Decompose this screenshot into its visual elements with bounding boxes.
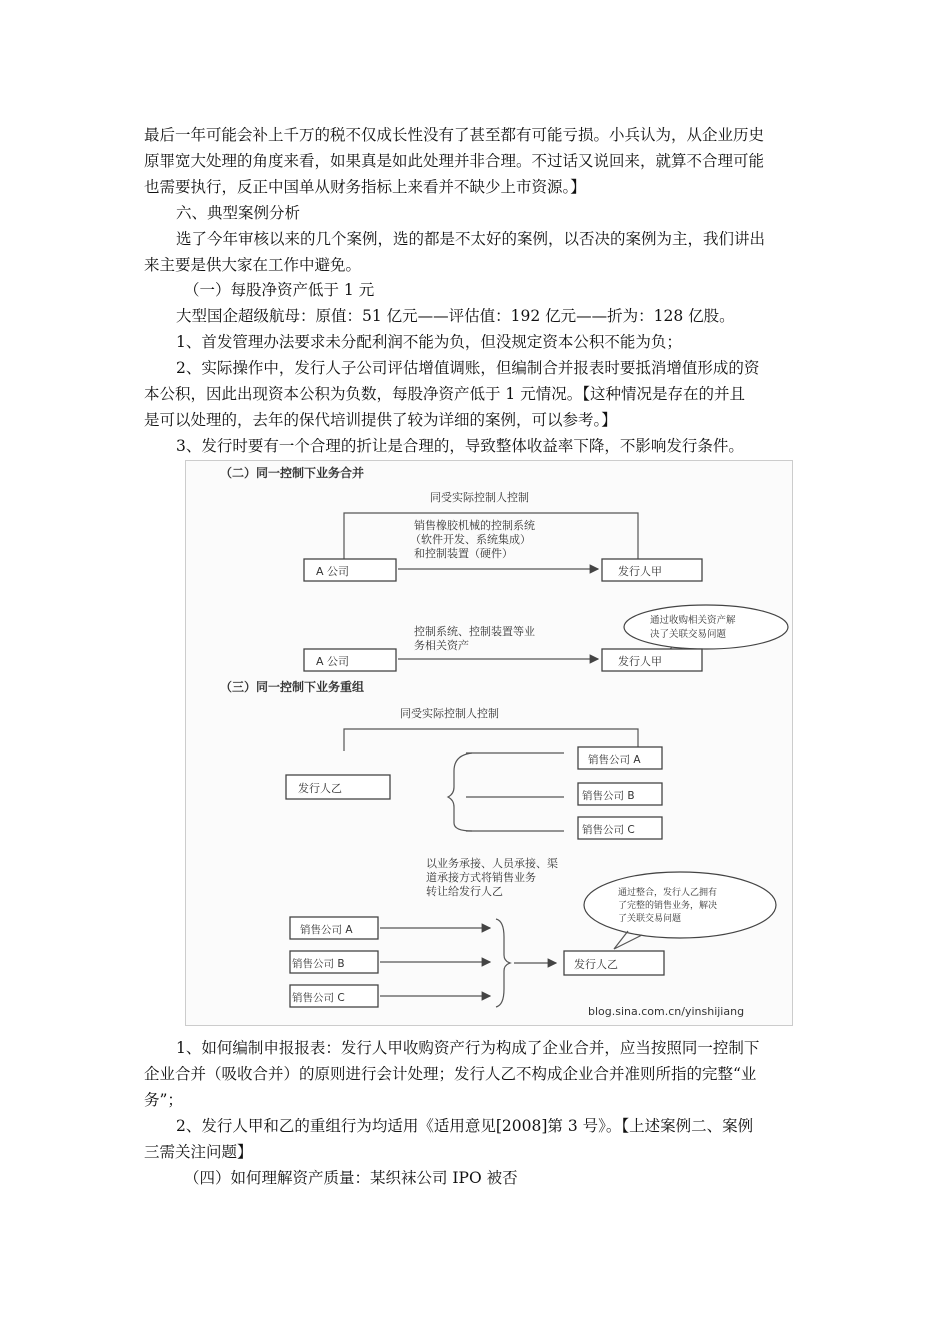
bubble-one-text: 通过收购相关资产解 <box>650 615 736 626</box>
sales-a2-label: 销售公司 A <box>300 924 353 936</box>
diagram-figure <box>185 460 793 1026</box>
body-paragraph: 来主要是供大家在工作中避免。 <box>144 256 362 274</box>
company-a2-label: A 公司 <box>316 655 350 668</box>
note-bubble-one <box>624 605 788 649</box>
bubble-two-text: 了关联交易问题 <box>618 914 682 924</box>
body-paragraph: 3、发行时要有一个合理的折让是合理的，导致整体收益率下降，不影响发行条件。 <box>176 437 744 455</box>
transfer-label: 道承接方式将销售业务 <box>426 871 536 884</box>
sales-b-label: 销售公司 B <box>582 790 635 802</box>
sub-heading: （一）每股净资产低于 1 元 <box>184 281 375 299</box>
issuer-yi-label: 发行人乙 <box>298 782 342 795</box>
body-paragraph: 1、如何编制申报报表：发行人甲收购资产行为构成了企业合并，应当按照同一控制下 <box>176 1039 760 1057</box>
bubble-two-text: 通过整合，发行人乙拥有 <box>618 888 718 898</box>
curly-brace <box>448 753 472 831</box>
company-a-label: A 公司 <box>316 565 350 578</box>
sub-heading: （四）如何理解资产质量：某织袜公司 IPO 被否 <box>184 1169 518 1187</box>
arrow-two-label: 控制系统、控制装置等业 <box>414 625 535 638</box>
control-label-two: 同受实际控制人控制 <box>400 707 499 720</box>
arrow-one-label: 和控制装置（硬件） <box>414 547 513 560</box>
body-paragraph: 大型国企超级航母：原值：51 亿元——评估值：192 亿元——折为：128 亿股。 <box>176 307 735 325</box>
section-three-title: （三）同一控制下业务重组 <box>220 680 365 694</box>
transfer-label: 以业务承接、人员承接、渠 <box>426 857 558 870</box>
watermark: blog.sina.com.cn/yinshijiang <box>588 1005 745 1018</box>
sales-c-label: 销售公司 C <box>582 824 635 836</box>
body-paragraph: 三需关注问题】 <box>144 1143 253 1161</box>
body-paragraph: 最后一年可能会补上千万的税不仅成长性没有了甚至都有可能亏损。小兵认为，从企业历史 <box>144 126 765 144</box>
sales-b2-label: 销售公司 B <box>292 958 345 970</box>
arrow-one-label: 销售橡胶机械的控制系统 <box>414 519 535 532</box>
section-heading: 六、典型案例分析 <box>176 204 301 222</box>
bubble-two-text: 了完整的销售业务，解决 <box>618 901 718 911</box>
section-two-title: （二）同一控制下业务合并 <box>220 466 365 480</box>
body-paragraph: 原罪宽大处理的角度来看，如果真是如此处理并非合理。不过话又说回来，就算不合理可能 <box>144 152 765 170</box>
curly-brace-two <box>496 919 510 1007</box>
transfer-label: 转让给发行人乙 <box>426 885 503 898</box>
arrow-two-label: 务相关资产 <box>414 639 469 652</box>
control-label: 同受实际控制人控制 <box>430 491 529 504</box>
body-paragraph: 1、首发管理办法要求未分配利润不能为负，但没规定资本公积不能为负； <box>176 333 682 351</box>
body-paragraph: 本公积，因此出现资本公积为负数，每股净资产低于 1 元情况。【这种情况是存在的并且 <box>144 385 745 403</box>
body-paragraph: 企业合并（吸收合并）的原则进行会计处理；发行人乙不构成企业合并准则所指的完整“业 <box>144 1065 757 1083</box>
body-paragraph: 2、实际操作中，发行人子公司评估增值调账，但编制合并报表时要抵消增值形成的资 <box>176 359 760 377</box>
issuer-jia-label: 发行人甲 <box>618 565 662 578</box>
body-paragraph: 2、发行人甲和乙的重组行为均适用《适用意见[2008]第 3 号》。【上述案例二、案例 <box>176 1117 754 1135</box>
arrow-one-label: （软件开发、系统集成） <box>410 533 531 546</box>
issuer-yi2-label: 发行人乙 <box>574 958 618 971</box>
sales-a-label: 销售公司 A <box>588 754 641 766</box>
body-paragraph: 选了今年审核以来的几个案例，选的都是不太好的案例，以否决的案例为主，我们讲出 <box>176 230 766 248</box>
sales-c2-label: 销售公司 C <box>292 992 345 1004</box>
body-paragraph: 也需要执行，反正中国单从财务指标上来看并不缺少上市资源。】 <box>144 178 586 196</box>
body-paragraph: 务”； <box>144 1091 183 1109</box>
bubble-one-text: 决了关联交易问题 <box>650 629 727 640</box>
body-paragraph: 是可以处理的，去年的保代培训提供了较为详细的案例，可以参考。】 <box>144 411 617 429</box>
diagram-svg <box>186 461 792 1025</box>
issuer-jia2-label: 发行人甲 <box>618 655 662 668</box>
